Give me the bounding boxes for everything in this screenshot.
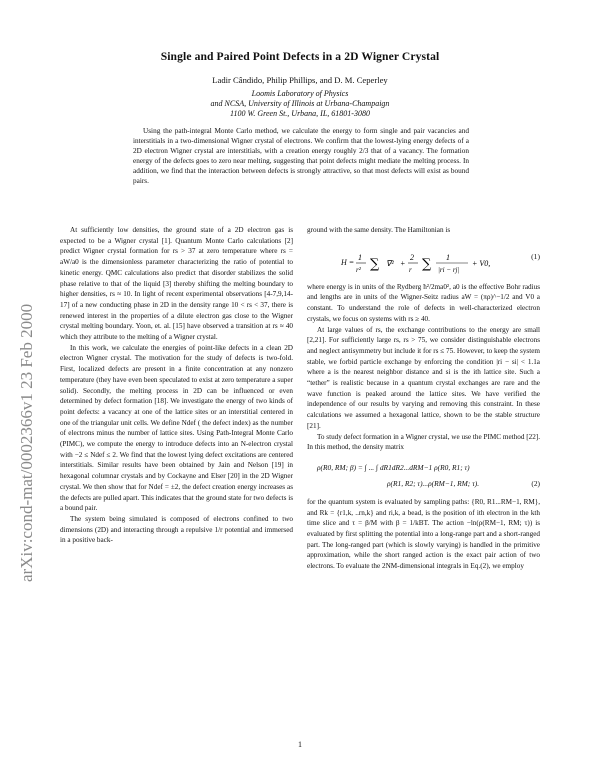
left-column xyxy=(60,225,293,546)
author-list: Ladir Cândido, Philip Phillips, and D. M. Ceperley xyxy=(212,75,388,85)
svg-text:∑: ∑ xyxy=(422,256,432,272)
arxiv-id-text: arXiv:cond-mat/0002366v1 23 Feb 2000 xyxy=(17,303,36,582)
svg-text:1: 1 xyxy=(446,252,451,262)
system-paragraph: The system being simulated is composed of electrons confined to two dimensions (2D) and interacting through a repulsive 1/r potential and immersed in a positive back- xyxy=(60,514,293,545)
units-paragraph: where energy is in units of the Rydberg ħ²/2ma0², a0 is the effective Bohr radius and lengths are in units of the Wigner-Seitz radius aW = (πρ)^−1/2 and V0 a constant. To understand the role of defects in well-characterized electron crystals, we focus on systems with rs ≥ 40. xyxy=(307,282,540,323)
svg-text:2: 2 xyxy=(410,252,415,262)
page-number: 1 xyxy=(298,740,302,749)
exchange-paragraph: At large values of rs, the exchange contributions to the energy are small [2,21]. For sufficiently large rs, rs > 75, we consider distinguishable electrons and neglect antisymmetry but include it for rs ≤ 75. However, to keep the system stable, we forbid particle exchange by enforcing the condition |ri − si| < 1.1a where a is the nearest neighbor distance and si is the ith lattice site. Such a “tether” is realistic because in a quantum crystal exchanges are rare and the wave function is peaked around the lattice sites. We have verified the independence of our results by varying and removing this constraint. In these calculations we assumed a hexagonal lattice, shown to be the stable structure [21]. xyxy=(307,325,540,430)
eq1-lhs: H = xyxy=(341,257,357,267)
pimc-paragraph: To study defect formation in a Wigner crystal, we use the PIMC method [22]. In this method, the density matrix xyxy=(307,432,540,452)
svg-text:∑: ∑ xyxy=(370,256,380,272)
hamiltonian-equation xyxy=(341,250,506,276)
eq1-terms-graphic xyxy=(356,250,506,276)
affiliation-line-3: 1100 W. Green St., Urbana, IL, 61801-3080 xyxy=(230,109,370,118)
svg-text:+ V0,: + V0, xyxy=(472,258,491,268)
svg-text:r²: r² xyxy=(356,265,362,274)
svg-text:∇²: ∇² xyxy=(386,258,394,268)
svg-text:+: + xyxy=(400,258,406,268)
intro-paragraph: At sufficiently low densities, the ground state of a 2D electron gas is expected to be a Wigner crystal [1]. Quantum Monte Carlo calculations [2] predict Wigner crystal formation for rs > 37 at zero temperature where rs = aW/a0 is the dimensionless parameter characterizing the ratio of potential to kinetic energy. QMC calculations also predict that disorder stabilizes the solid phase relative to that of the liquid [3] thereby shifting the melting boundary to higher densities, rs ≈ 10. In light of recent experimental observations [4-7,9,14-17] of a new conducting phase in 2D in the density range 10 < rs < 37, there is renewed interest in the properties of a dilute electron gas close to the Wigner crystal melting boundary. Yoon, et. al. [15] have observed a transition at rs ≈ 40 which they attribute to the melting of a Wigner crystal. xyxy=(60,226,293,342)
equation-1 xyxy=(307,240,540,280)
eq1-number: (1) xyxy=(531,251,540,261)
arxiv-stamp xyxy=(6,190,42,590)
motivation-paragraph: In this work, we calculate the energies of point-like defects in a clean 2D electron Wigner crystal. The motivation for the study of defects is two-fold. First, localized defects are present in a finite concentration at any nonzero temperature (they have even been speculated to exist at zero temperature a super solid). Secondly, the melting process in 2D can be influenced or even determined by defect formation [18]. We investigate the energy of two kinds of point defects: a vacancy at one of the lattice sites or an interstitial centered in one of the triangular unit cells. We define Ndef ( the defect index) as the number of electrons minus the number of lattice sites. Using Path-Integral Monte Carlo (PIMC), we compute the energy to introduce defects into an N-electron crystal with −2 ≤ Ndef ≤ 2. We find that the lowest lying defect excitations are centered interstitials. Similar results have been obtained by Jain and Nelson [19] in hexagonal columnar crystals and by Cockayne and Elser [20] in the 2D Wigner crystal. We then show that for Ndef = ±2, the defect creation energy increases as the defects are pulled apart. This indicates that the ground state for two defects is a bound pair. xyxy=(60,343,293,513)
abstract: Using the path-integral Monte Carlo method, we calculate the energy to form single and pair vacancies and interstitials in a two-dimensional Wigner crystal of electrons. We confirm that the lowest-lying energy defects of a 2D electron Wigner crystal are interstitials, with a creation energy roughly 2/3 that of a vacancy. The formation energy of the defects goes to zero near melting, suggesting that point defects might mediate the melting process. In addition, we find that the interaction between defects is strongly attractive, so that most defects will exist as bound pairs. xyxy=(133,127,469,186)
eq2-line-2: ρ(R1, R2; τ)...ρ(RM−1, RM; τ). xyxy=(387,478,480,488)
action-paragraph: for the quantum system is evaluated by sampling paths: {R0, R1...RM−1, RM}, and Rk = {r1,k, ..rn,k} and ri,k, a bead, is the position of ith electron in the kth time slice and τ = β/M with β = 1/kBT. The action −ln(ρ(RM−1, RM; τ)) is evaluated by first splitting the potential into a long-range part and a short-ranged part. The long-ranged part (which is slowly varying) is handled in the primitive approximation, while the short ranged action is the exact pair action of two electrons. To evaluate the 2NM-dimensional integrals in Eq.(2), we employ xyxy=(307,497,540,571)
affiliation-line-1: Loomis Laboratory of Physics xyxy=(251,89,349,98)
svg-text:r: r xyxy=(409,265,412,274)
svg-text:|ri − rj|: |ri − rj| xyxy=(438,265,460,274)
paper-title: Single and Paired Point Defects in a 2D Wigner Crystal xyxy=(160,50,440,63)
eq2-line-1: ρ(R0, RM; β) = ∫ ... ∫ dR1dR2...dRM−1 ρ(R0, R1; τ) xyxy=(317,462,470,472)
equation-2 xyxy=(307,457,540,493)
svg-text:1: 1 xyxy=(358,252,363,262)
right-column xyxy=(307,225,540,572)
eq2-number: (2) xyxy=(531,478,540,488)
hamiltonian-intro: ground with the same density. The Hamiltonian is xyxy=(307,226,451,234)
affiliation-line-2: and NCSA, University of Illinois at Urbana-Champaign xyxy=(210,99,390,108)
